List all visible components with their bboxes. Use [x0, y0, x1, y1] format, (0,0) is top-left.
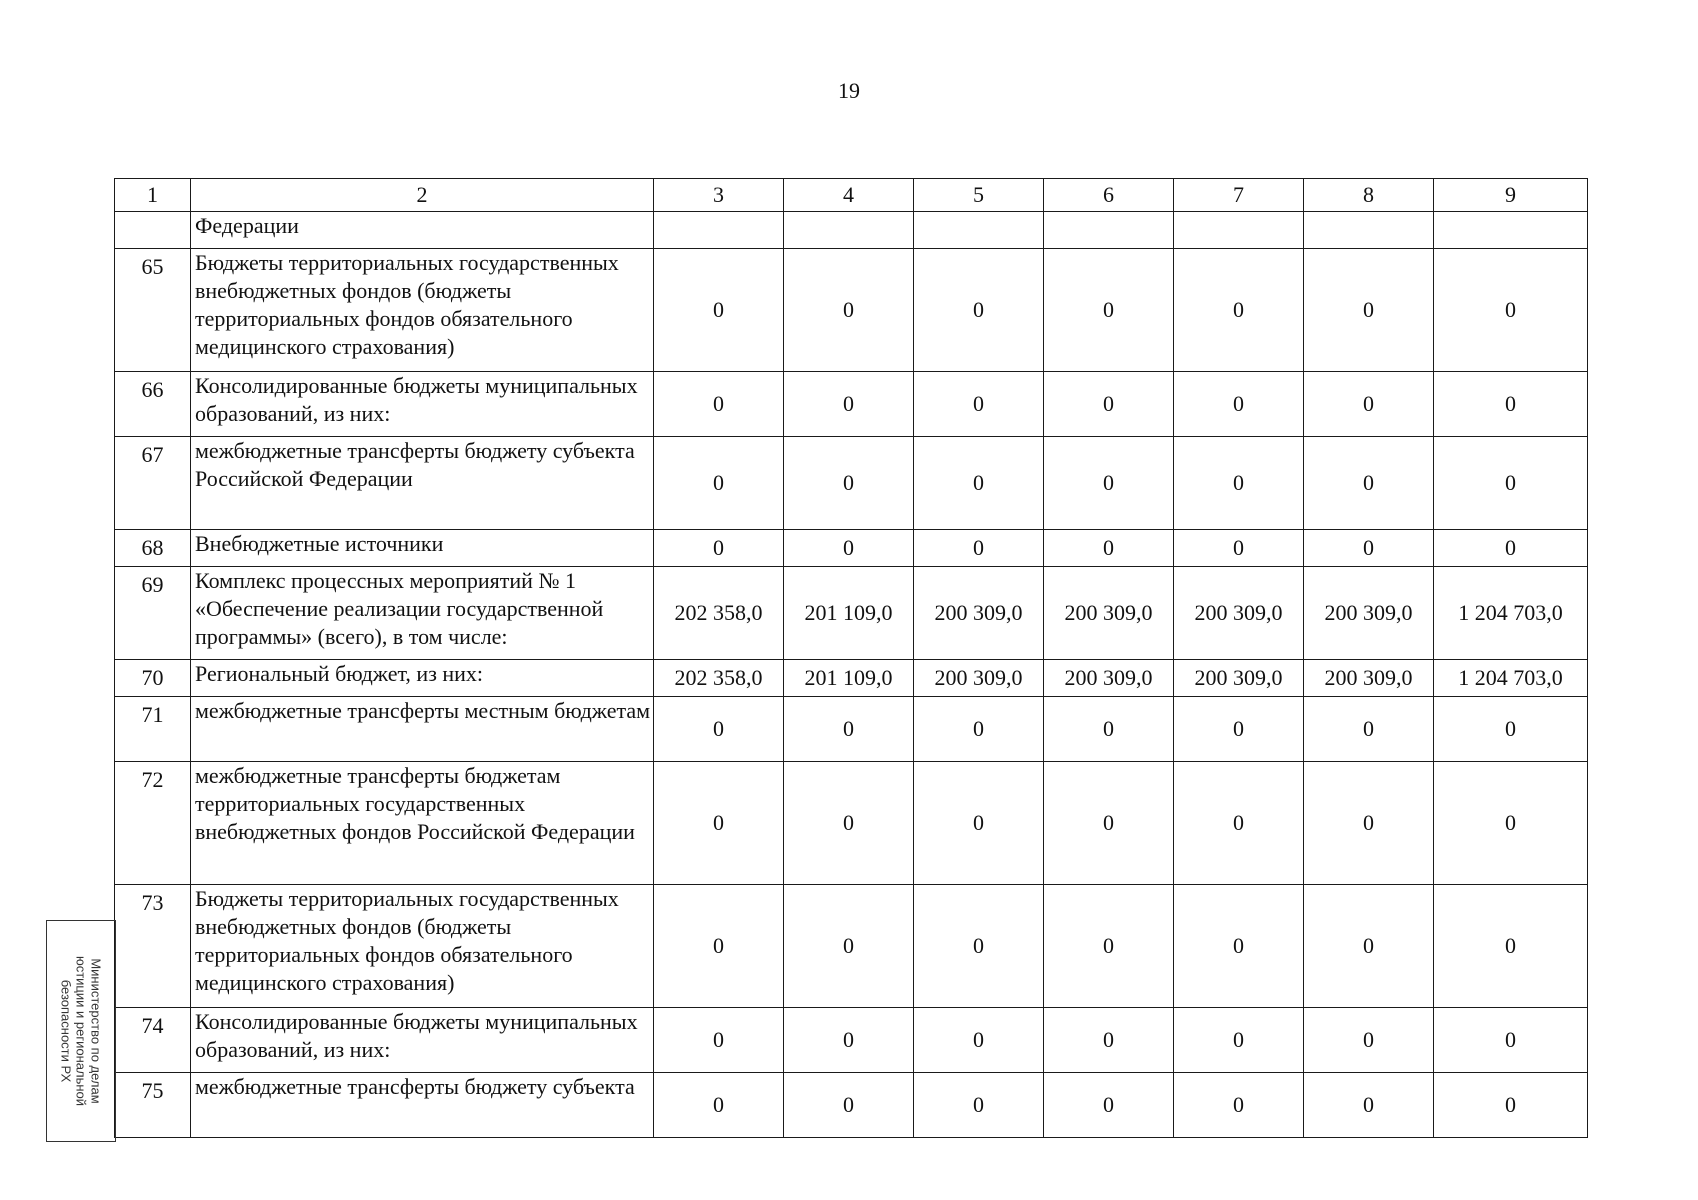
- row-number: 65: [115, 249, 191, 372]
- row-name: Консолидированные бюджеты муниципальных образований, из них:: [191, 372, 654, 437]
- value-cell: 0: [1174, 885, 1304, 1008]
- value-cell: 0: [1434, 885, 1588, 1008]
- row-number: 67: [115, 437, 191, 530]
- value-cell: 0: [1044, 249, 1174, 372]
- stamp-line: юстиции и региональной: [73, 955, 89, 1107]
- stamp-line: безопасности РХ: [58, 979, 74, 1083]
- column-header: 1: [115, 179, 191, 212]
- value-cell: 0: [784, 697, 914, 762]
- value-cell: 0: [914, 372, 1044, 437]
- value-cell: 0: [1434, 1008, 1588, 1073]
- column-header: 9: [1434, 179, 1588, 212]
- stamp-line: Министерство по делам: [88, 958, 104, 1104]
- row-number: 69: [115, 567, 191, 660]
- value-cell: [654, 212, 784, 249]
- row-number: [115, 212, 191, 249]
- value-cell: 200 309,0: [1044, 660, 1174, 697]
- row-number: 75: [115, 1073, 191, 1138]
- value-cell: 0: [1174, 249, 1304, 372]
- value-cell: 0: [914, 697, 1044, 762]
- table-row: [115, 697, 1588, 762]
- value-cell: 0: [1304, 697, 1434, 762]
- value-cell: 200 309,0: [1044, 567, 1174, 660]
- row-name: Внебюджетные источники: [191, 530, 654, 567]
- value-cell: 0: [914, 437, 1044, 530]
- budget-table: [114, 178, 1588, 1138]
- value-cell: 0: [784, 437, 914, 530]
- table-row: [115, 212, 1588, 249]
- value-cell: 0: [914, 530, 1044, 567]
- stamp-text: [59, 924, 104, 1138]
- value-cell: [1044, 212, 1174, 249]
- column-header: 7: [1174, 179, 1304, 212]
- value-cell: 200 309,0: [1304, 660, 1434, 697]
- value-cell: 0: [1304, 437, 1434, 530]
- value-cell: 0: [1174, 697, 1304, 762]
- value-cell: 200 309,0: [914, 567, 1044, 660]
- value-cell: 0: [1304, 530, 1434, 567]
- value-cell: 200 309,0: [1174, 567, 1304, 660]
- value-cell: 0: [1304, 885, 1434, 1008]
- value-cell: 0: [654, 885, 784, 1008]
- table-row: [115, 567, 1588, 660]
- table-row: [115, 762, 1588, 885]
- value-cell: 0: [654, 762, 784, 885]
- registration-stamp: [46, 920, 116, 1142]
- value-cell: 0: [654, 530, 784, 567]
- value-cell: 0: [1434, 1073, 1588, 1138]
- row-number: 66: [115, 372, 191, 437]
- value-cell: 200 309,0: [1174, 660, 1304, 697]
- value-cell: 0: [1434, 249, 1588, 372]
- row-number: 73: [115, 885, 191, 1008]
- value-cell: 0: [914, 1073, 1044, 1138]
- value-cell: 0: [1434, 530, 1588, 567]
- value-cell: 0: [1304, 249, 1434, 372]
- column-header: 6: [1044, 179, 1174, 212]
- value-cell: 0: [1434, 437, 1588, 530]
- value-cell: 0: [914, 1008, 1044, 1073]
- value-cell: 202 358,0: [654, 567, 784, 660]
- table-row: [115, 1008, 1588, 1073]
- value-cell: 0: [784, 249, 914, 372]
- value-cell: 0: [1304, 1073, 1434, 1138]
- row-name: Федерации: [191, 212, 654, 249]
- value-cell: 202 358,0: [654, 660, 784, 697]
- row-name: Бюджеты территориальных государственных внебюджетных фондов (бюджеты территориальных фондов обязательного медицинского страхования): [191, 885, 654, 1008]
- row-name: Региональный бюджет, из них:: [191, 660, 654, 697]
- value-cell: 0: [1044, 437, 1174, 530]
- value-cell: 0: [1174, 437, 1304, 530]
- value-cell: 0: [1304, 762, 1434, 885]
- value-cell: 0: [654, 372, 784, 437]
- value-cell: 0: [654, 249, 784, 372]
- value-cell: 0: [784, 530, 914, 567]
- value-cell: 0: [654, 697, 784, 762]
- value-cell: [1174, 212, 1304, 249]
- value-cell: 0: [784, 762, 914, 885]
- row-number: 70: [115, 660, 191, 697]
- value-cell: 0: [1304, 1008, 1434, 1073]
- value-cell: 0: [1304, 372, 1434, 437]
- value-cell: 0: [1174, 1073, 1304, 1138]
- value-cell: 0: [784, 372, 914, 437]
- value-cell: [914, 212, 1044, 249]
- value-cell: 201 109,0: [784, 660, 914, 697]
- row-number: 74: [115, 1008, 191, 1073]
- row-name: межбюджетные трансферты бюджетам территориальных государственных внебюджетных фондов Российской Федерации: [191, 762, 654, 885]
- row-name: Бюджеты территориальных государственных внебюджетных фондов (бюджеты территориальных фондов обязательного медицинского страхования): [191, 249, 654, 372]
- value-cell: 0: [1044, 1073, 1174, 1138]
- value-cell: 200 309,0: [1304, 567, 1434, 660]
- value-cell: 0: [1434, 762, 1588, 885]
- column-header: 8: [1304, 179, 1434, 212]
- value-cell: 0: [1044, 530, 1174, 567]
- value-cell: 0: [1174, 762, 1304, 885]
- table-row: [115, 1073, 1588, 1138]
- value-cell: 0: [784, 1073, 914, 1138]
- value-cell: 0: [654, 1008, 784, 1073]
- table-row: [115, 530, 1588, 567]
- value-cell: 0: [1044, 762, 1174, 885]
- row-name: Консолидированные бюджеты муниципальных образований, из них:: [191, 1008, 654, 1073]
- value-cell: 0: [914, 762, 1044, 885]
- value-cell: 0: [1044, 372, 1174, 437]
- column-header: 3: [654, 179, 784, 212]
- column-header: 5: [914, 179, 1044, 212]
- value-cell: 0: [654, 1073, 784, 1138]
- value-cell: 0: [1174, 530, 1304, 567]
- table-row: [115, 249, 1588, 372]
- row-name: межбюджетные трансферты бюджету субъекта: [191, 1073, 654, 1138]
- value-cell: [784, 212, 914, 249]
- value-cell: 200 309,0: [914, 660, 1044, 697]
- column-header: 4: [784, 179, 914, 212]
- value-cell: 0: [914, 885, 1044, 1008]
- row-number: 72: [115, 762, 191, 885]
- value-cell: 0: [784, 885, 914, 1008]
- value-cell: 0: [1174, 1008, 1304, 1073]
- value-cell: 1 204 703,0: [1434, 567, 1588, 660]
- value-cell: 0: [654, 437, 784, 530]
- value-cell: 1 204 703,0: [1434, 660, 1588, 697]
- value-cell: 0: [1434, 372, 1588, 437]
- value-cell: 201 109,0: [784, 567, 914, 660]
- value-cell: [1434, 212, 1588, 249]
- table-row: [115, 372, 1588, 437]
- value-cell: 0: [1044, 1008, 1174, 1073]
- table-row: [115, 437, 1588, 530]
- page-number: 19: [838, 78, 860, 103]
- column-header: 2: [191, 179, 654, 212]
- value-cell: 0: [1434, 697, 1588, 762]
- value-cell: 0: [784, 1008, 914, 1073]
- value-cell: 0: [1044, 885, 1174, 1008]
- row-name: межбюджетные трансферты местным бюджетам: [191, 697, 654, 762]
- row-name: Комплекс процессных мероприятий № 1 «Обеспечение реализации государственной программы» (всего), в том числе:: [191, 567, 654, 660]
- table-row: [115, 885, 1588, 1008]
- value-cell: 0: [914, 249, 1044, 372]
- row-number: 68: [115, 530, 191, 567]
- row-name: межбюджетные трансферты бюджету субъекта Российской Федерации: [191, 437, 654, 530]
- value-cell: [1304, 212, 1434, 249]
- value-cell: 0: [1044, 697, 1174, 762]
- table-header-row: [115, 179, 1588, 212]
- value-cell: 0: [1174, 372, 1304, 437]
- table-row: [115, 660, 1588, 697]
- row-number: 71: [115, 697, 191, 762]
